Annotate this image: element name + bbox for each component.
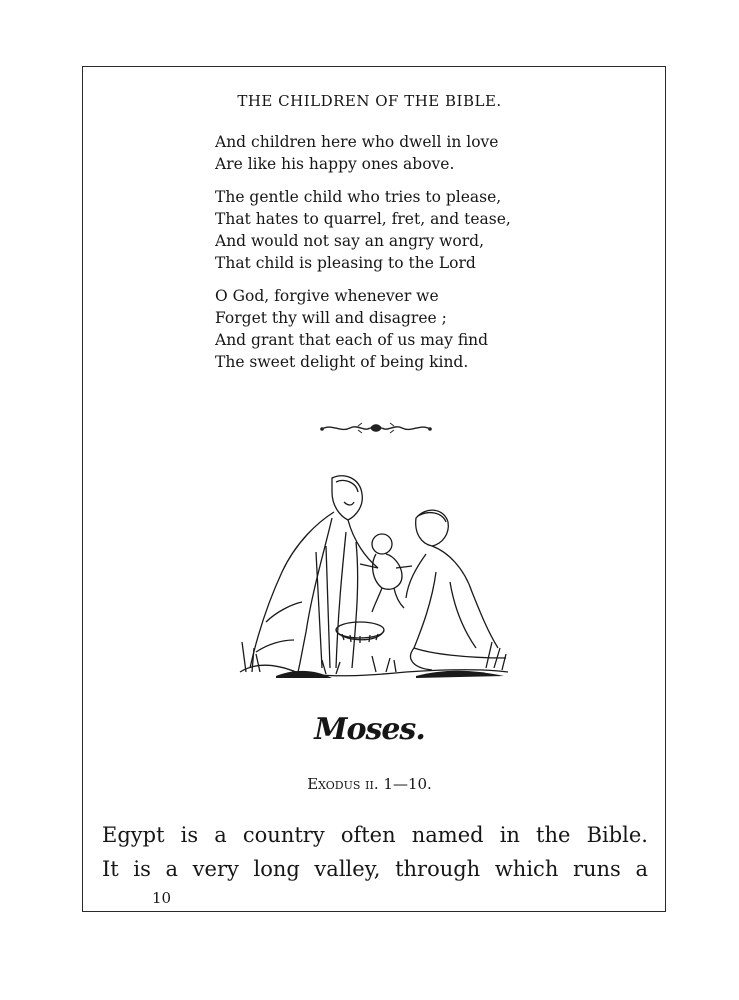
page-number: 10 [152,889,172,907]
poem-line: The sweet delight of being kind. [215,353,469,371]
poem-stanza [215,186,511,274]
moses-engraving-icon [236,472,512,682]
body-paragraph [102,818,648,886]
running-head: THE CHILDREN OF THE BIBLE. [237,92,502,110]
poem [215,131,511,384]
poem-line: And children here who dwell in love [215,133,499,151]
poem-line: Are like his happy ones above. [215,155,455,173]
chapter-title: Moses. [314,712,425,747]
poem-stanza [215,131,511,175]
body-line: It is a very long valley, through which runs a [102,857,648,881]
poem-line: O God, forgive whenever we [215,287,439,305]
scripture-reference: Exodus ii. 1—10. [307,775,432,793]
poem-line: The gentle child who tries to please, [215,188,502,206]
poem-line: That child is pleasing to the Lord [215,254,476,272]
poem-line: And would not say an angry word, [215,232,485,250]
ornament-divider-icon [318,420,434,436]
poem-stanza [215,285,511,373]
poem-line: And grant that each of us may find [215,331,489,349]
poem-line: That hates to quarrel, fret, and tease, [215,210,511,228]
poem-line: Forget thy will and disagree ; [215,309,447,327]
body-line: Egypt is a country often named in the Bible. [102,823,648,847]
